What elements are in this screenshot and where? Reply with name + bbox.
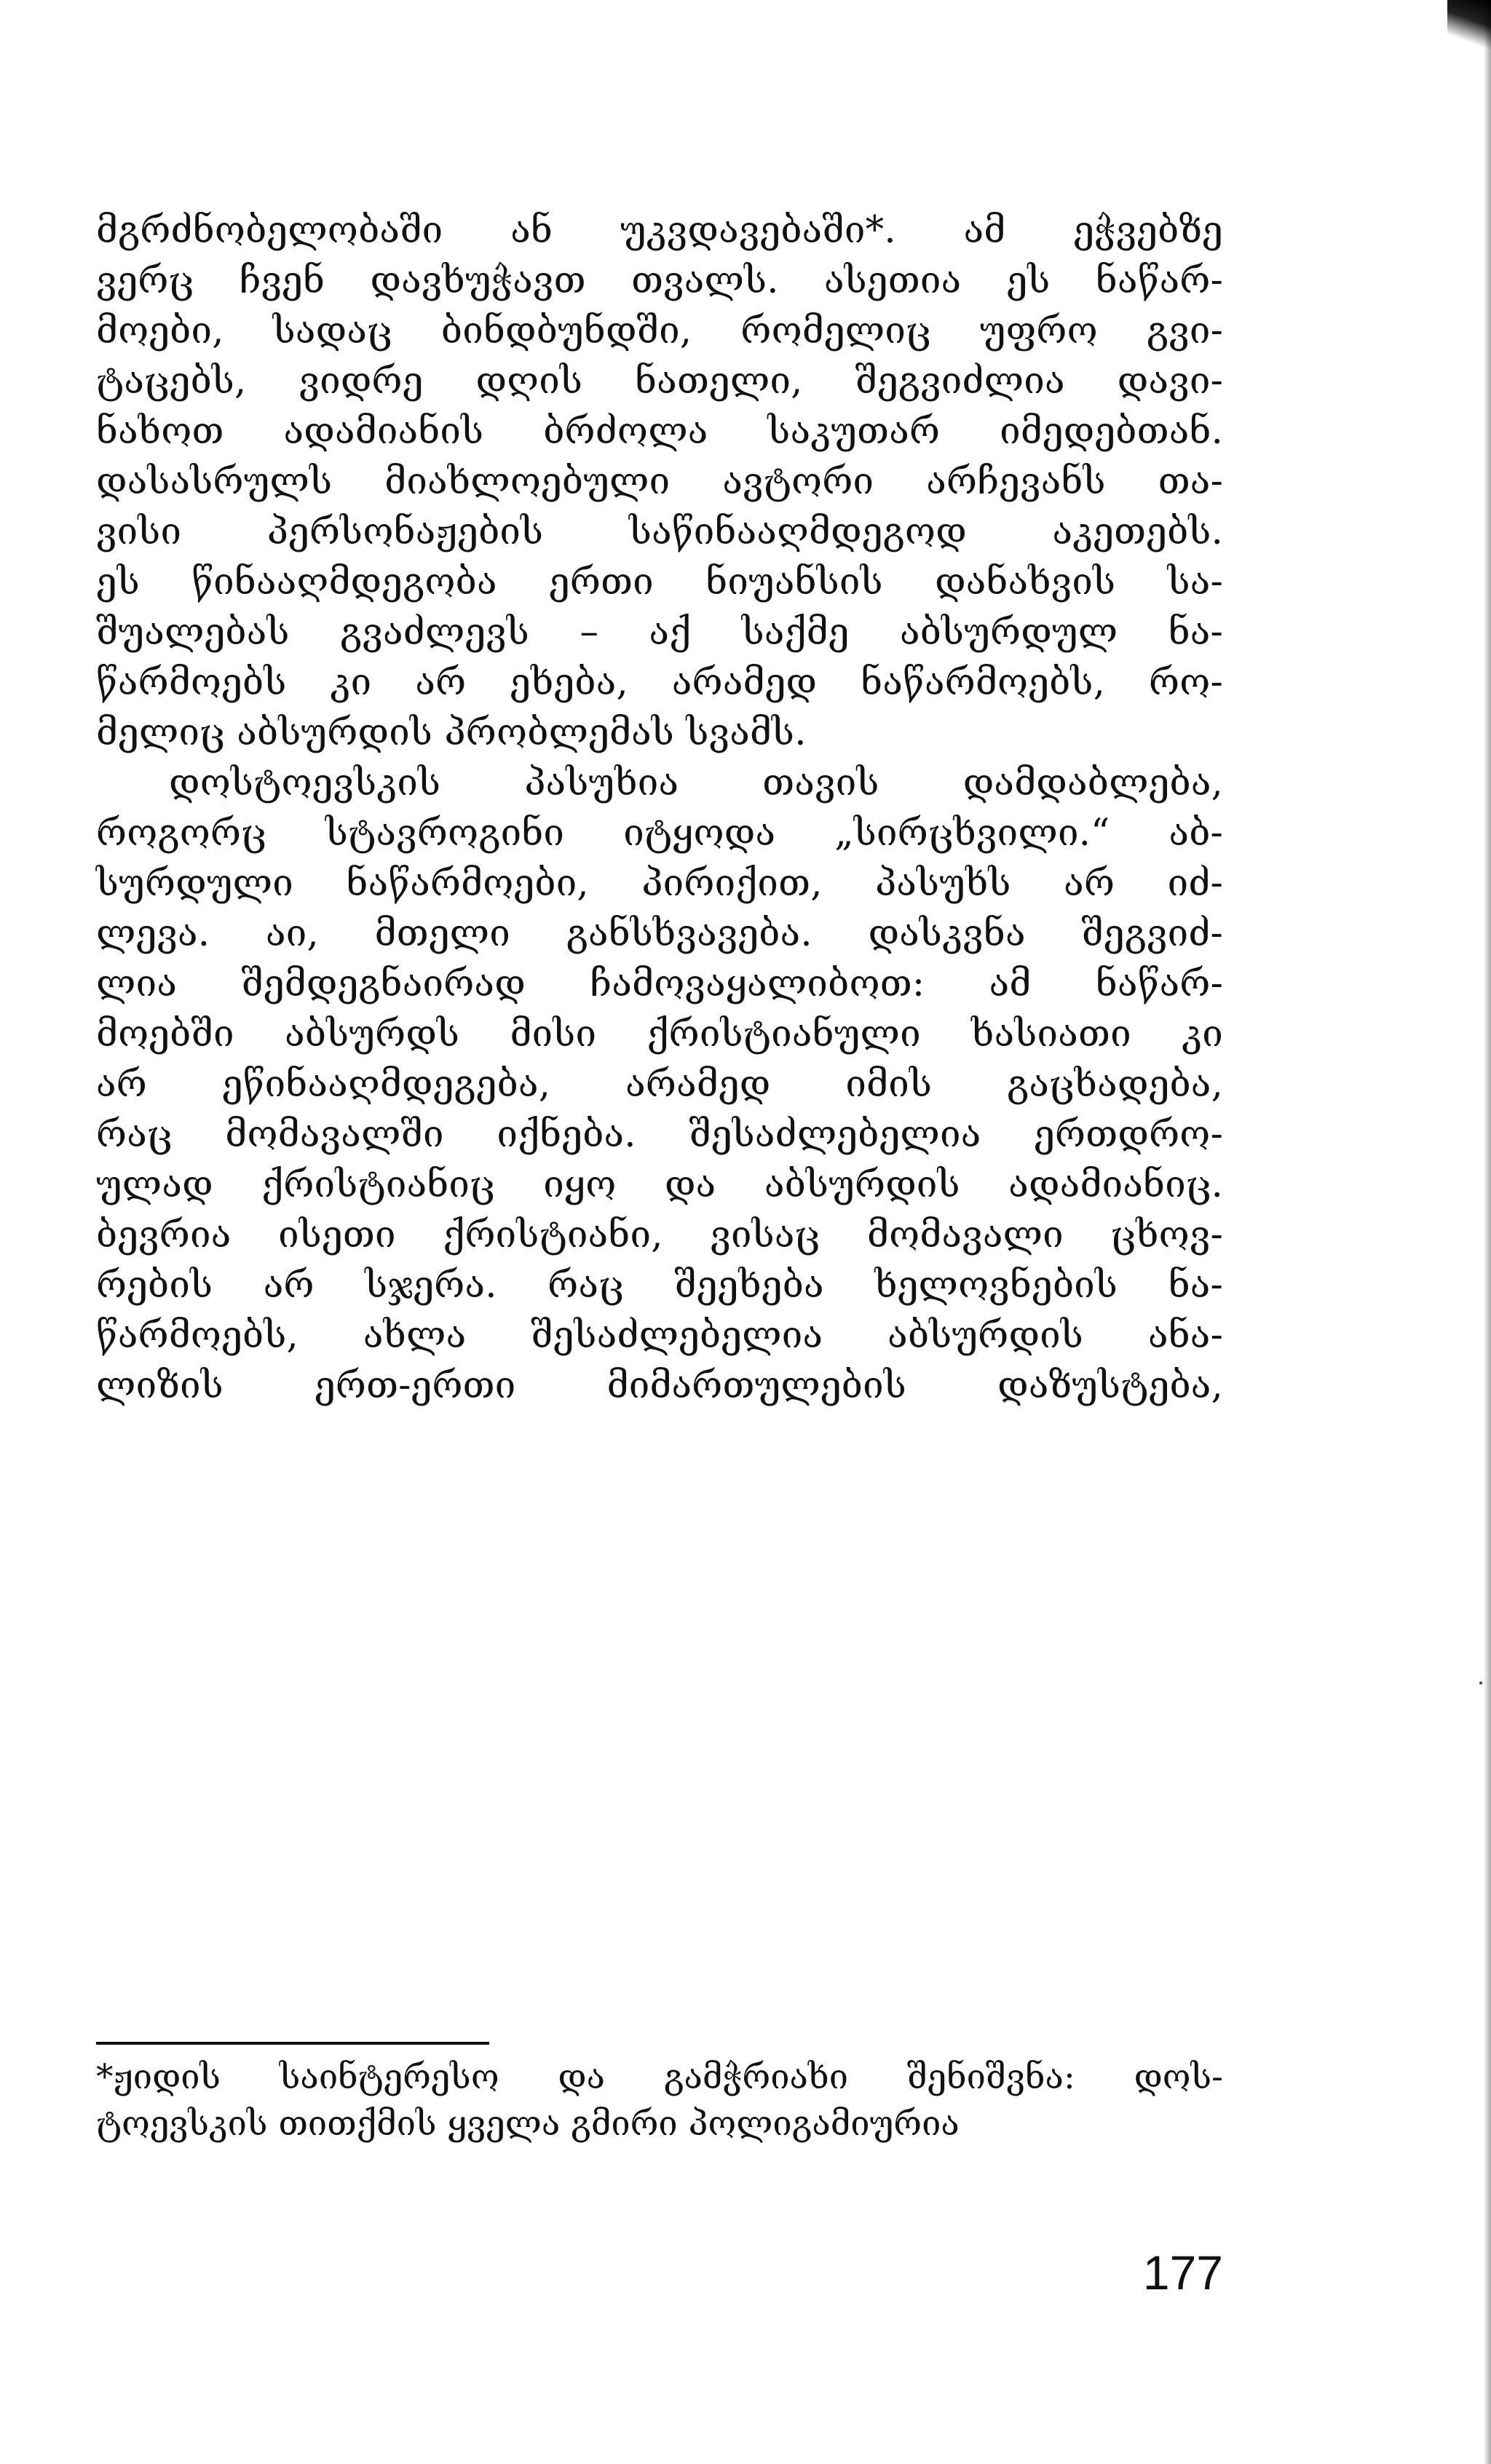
text-line: მგრძნობელობაში ან უკვდავებაში*. ამ ეჭვებზე xyxy=(96,209,1223,252)
footnote-line: *ჟიდის საინტერესო და გამჭრიახი შენიშვნა: დოს- xyxy=(96,2057,1223,2097)
page-edge-shadow xyxy=(1484,0,1491,2464)
text-line: ვერც ჩვენ დავხუჭავთ თვალს. ასეთია ეს ნაწარ- xyxy=(96,259,1223,302)
text-line: სურდული ნაწარმოები, პირიქით, პასუხს არ იძ- xyxy=(96,862,1223,905)
text-line: ლიზის ერთ-ერთი მიმართულების დაზუსტება, xyxy=(96,1364,1223,1407)
body-text xyxy=(96,205,1223,1411)
text-line: ლევა. აი, მთელი განსხვავება. დასკვნა შეგვიძ- xyxy=(96,912,1223,955)
text-line: ტაცებს, ვიდრე დღის ნათელი, შეგვიძლია დავი- xyxy=(96,360,1223,403)
text-line: ბევრია ისეთი ქრისტიანი, ვისაც მომავალი ცხოვ- xyxy=(96,1213,1223,1256)
text-line: შუალებას გვაძლევს – აქ საქმე აბსურდულ ნა- xyxy=(96,611,1223,654)
text-line: რაც მომავალში იქნება. შესაძლებელია ერთდრო- xyxy=(96,1113,1223,1156)
text-line: ვისი პერსონაჟების საწინააღმდეგოდ აკეთებს. xyxy=(96,510,1223,553)
footnote-divider xyxy=(96,2042,489,2045)
text-line: რების არ სჯერა. რაც შეეხება ხელოვნების ნა- xyxy=(96,1264,1223,1307)
text-line: მოებში აბსურდს მისი ქრისტიანული ხასიათი კი xyxy=(96,1013,1223,1055)
text-line: დასასრულს მიახლოებული ავტორი არჩევანს თა- xyxy=(96,460,1223,503)
text-line: დოსტოევსკის პასუხია თავის დამდაბლება, xyxy=(169,761,1223,804)
text-line: არ ეწინააღმდეგება, არამედ იმის გაცხადება, xyxy=(96,1063,1223,1106)
text-line: ნახოთ ადამიანის ბრძოლა საკუთარ იმედებთან. xyxy=(96,410,1223,453)
text-line: ეს წინააღმდეგობა ერთი ნიუანსის დანახვის სა- xyxy=(96,560,1223,603)
page-number: 177 xyxy=(1142,2246,1223,2299)
text-line: წარმოებს კი არ ეხება, არამედ ნაწარმოებს, რო- xyxy=(96,661,1223,704)
paragraph-1 xyxy=(96,205,1223,758)
footnote-line: ტოევსკის თითქმის ყველა გმირი პოლიგამიურია xyxy=(96,2104,960,2144)
text-line: როგორც სტავროგინი იტყოდა „სირცხვილი.“ აბ- xyxy=(96,812,1223,855)
footnote xyxy=(96,2054,1223,2147)
scan-speck xyxy=(1479,1681,1482,1684)
text-line: მელიც აბსურდის პრობლემას სვამს. xyxy=(96,711,807,754)
text-line: წარმოებს, ახლა შესაძლებელია აბსურდის ანა- xyxy=(96,1314,1223,1357)
text-line: ულად ქრისტიანიც იყო და აბსურდის ადამიანიც. xyxy=(96,1163,1223,1206)
text-line: ლია შემდეგნაირად ჩამოვაყალიბოთ: ამ ნაწარ- xyxy=(96,962,1223,1005)
text-line: მოები, სადაც ბინდბუნდში, რომელიც უფრო გვი- xyxy=(96,309,1223,352)
paragraph-2 xyxy=(96,758,1223,1411)
